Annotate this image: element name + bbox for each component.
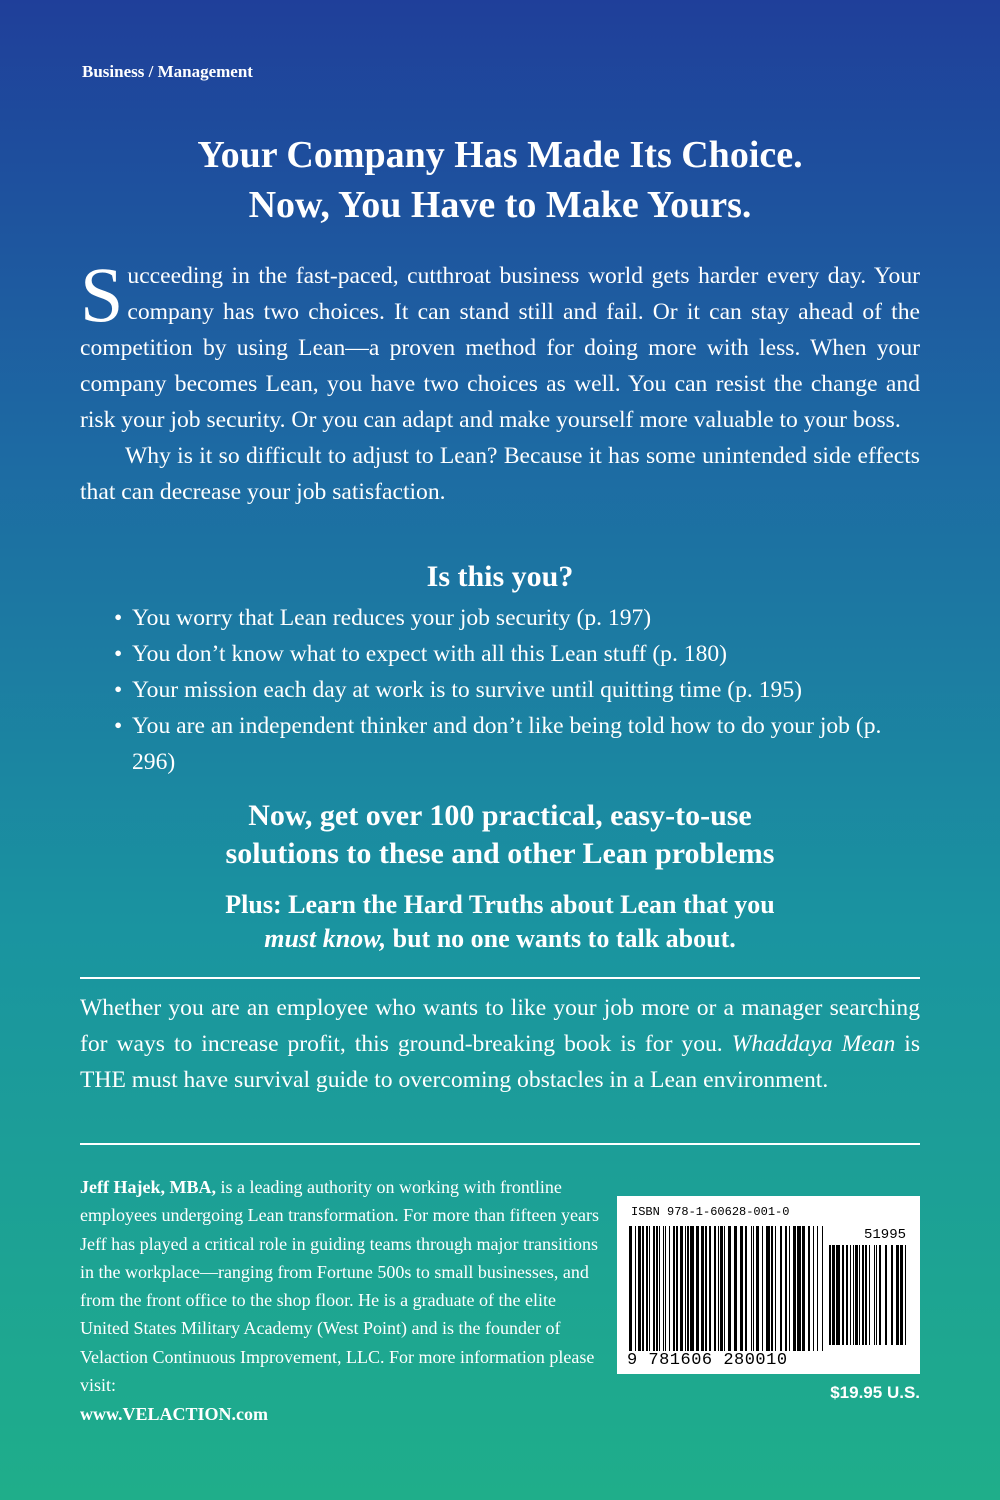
barcode-bar [665,1226,666,1351]
barcode-bar [832,1245,835,1345]
intro-paragraph-1-text: ucceeding in the fast-paced, cutthroat business world gets harder every day. Your company has two choices. It can stand still and fail. Or it can stay ahead of the competition by using Lean—a proven method for doing more with less. When your company becomes Lean, you have two choices as well. You can resist the change and risk your job security. Or you can adapt and make yourself more valuable to your boss. [80,263,920,433]
website-link[interactable]: www.VELACTION.com [80,1404,269,1424]
solutions-line-2: solutions to these and other Lean problems [225,837,775,870]
audience-paragraph [80,990,920,1098]
barcode-bar [762,1226,763,1351]
barcode-bar [785,1226,787,1351]
barcode-bar [775,1226,776,1351]
headline-line-1: Your Company Has Made Its Choice. [197,134,803,176]
author-bio-text: is a leading authority on working with frontline employees undergoing Lean transformation. For more than fifteen years Jeff has played a critical role in guiding teams through major transitions in the workplace—ranging from Fortune 500s to small businesses, and from the front office to the shop floor. He is a graduate of the elite United States Military Academy (West Point) and is the founder of Velaction Continuous Improvement, LLC. For more information please visit: [80,1177,600,1396]
barcode-bar [780,1226,782,1351]
barcode-bar [745,1226,747,1351]
barcode-bar [724,1226,725,1351]
barcode-bar [836,1245,840,1345]
barcode-bar [642,1226,644,1351]
barcode-bar [865,1245,867,1345]
barcode-bar [751,1226,752,1351]
barcode-bar [638,1226,641,1351]
barcode-bar [734,1226,737,1351]
intro-paragraph-1 [80,251,920,438]
barcode-bar [853,1245,854,1345]
barcode-bar [879,1245,881,1345]
ean-barcode-icon [629,1226,824,1351]
barcode-bar [802,1226,805,1351]
barcode-bar [635,1226,636,1351]
plus-line-1: Plus: Learn the Hard Truths about Lean that you [225,890,775,919]
barcode-bar [859,1245,860,1345]
barcode-bar [669,1226,670,1351]
price-code: 51995 [863,1227,906,1243]
drop-cap: S [80,251,124,338]
barcode-bar [701,1226,704,1351]
author-credential: , MBA, [160,1177,216,1197]
category-label: Business / Management [82,62,253,81]
barcode-bar [900,1245,903,1345]
barcode-bar [740,1226,743,1351]
barcode-bar [876,1245,877,1345]
barcode-bar [891,1245,893,1345]
intro-paragraph-2: Why is it so difficult to adjust to Lean? Because it has some unintended side effects that can decrease your job satisfaction. [80,443,920,505]
plus-heading [0,888,1000,956]
list-item: • You are an independent thinker and don’t like being told how to do your job (p. 296) [110,708,910,780]
barcode-bar [905,1245,906,1345]
barcode-bar [714,1226,716,1351]
plus-line-2-rest: but no one wants to talk about. [386,924,736,953]
barcode-bar [680,1226,683,1351]
audience-text-before: Whether you are an employee who wants to like your job more or a manager searching for ways to increase profit, this ground-breaking book is for you. [80,995,920,1057]
headline [0,130,1000,230]
barcode-bar [687,1226,689,1351]
barcode-bar [676,1226,678,1351]
barcode-bar [709,1226,711,1351]
barcode-bar [869,1245,870,1345]
barcode-bar [862,1245,864,1345]
price-label: $19.95 U.S. [830,1383,920,1402]
is-this-you-heading: Is this you? [426,560,574,593]
solutions-heading [0,797,1000,873]
divider [80,1143,920,1145]
barcode-bar [789,1226,790,1351]
barcode-bar [813,1226,814,1351]
barcode-bar [793,1226,796,1351]
barcode-bar [896,1245,899,1345]
barcode-bar [673,1226,675,1351]
list-item: • You worry that Lean reduces your job security (p. 197) [110,600,910,636]
barcode-bar [685,1226,686,1351]
list-item: • Your mission each day at work is to survive until quitting time (p. 195) [110,672,910,708]
barcode-bar [696,1226,699,1351]
barcode-bar [855,1245,858,1345]
barcode-bar [653,1226,655,1351]
barcode-bar [646,1226,648,1351]
price-barcode-icon [829,1245,909,1345]
barcode-bar [842,1245,844,1345]
barcode-bar [656,1226,658,1351]
ean-digits: 9 781606 280010 [627,1351,788,1370]
barcode-bar [829,1245,831,1345]
headline-line-2: Now, You Have to Make Yours. [248,184,752,226]
barcode-bar [808,1226,810,1351]
is-this-you-list [110,600,910,780]
divider [80,977,920,979]
solutions-line-1: Now, get over 100 practical, easy-to-use [248,799,752,832]
barcode-bar [718,1226,719,1351]
author-name: Jeff Hajek [80,1177,161,1197]
barcode-bar [766,1226,770,1351]
audience-text-after: is THE must have survival guide to overcoming obstacles in a Lean environment. [80,1031,921,1093]
barcode-bar [753,1226,754,1351]
plus-line-2 [0,922,1000,956]
barcode-bar [822,1226,823,1351]
list-item: • You don’t know what to expect with all this Lean stuff (p. 180) [110,636,910,672]
author-bio [80,1173,600,1399]
barcode-box [617,1196,920,1374]
barcode-bar [659,1226,660,1351]
barcode-bar [720,1226,723,1351]
barcode-bar [705,1226,707,1351]
barcode-bar [797,1226,801,1351]
barcode-bar [874,1245,875,1345]
barcode-bar [629,1226,632,1351]
isbn-label: ISBN 978-1-60628-001-0 [631,1205,790,1219]
barcode-bar [846,1245,848,1345]
barcode-bar [756,1226,759,1351]
plus-emphasis: must know, [264,924,387,953]
barcode-bar [663,1226,664,1351]
barcode-bar [850,1245,851,1345]
intro-text [80,251,920,510]
barcode-bar [690,1226,694,1351]
barcode-bar [649,1226,650,1351]
barcode-bar [817,1226,818,1351]
barcode-bar [885,1245,887,1345]
barcode-bar [771,1226,773,1351]
barcode-bar [728,1226,731,1351]
book-title: Whaddaya Mean [731,1031,896,1057]
